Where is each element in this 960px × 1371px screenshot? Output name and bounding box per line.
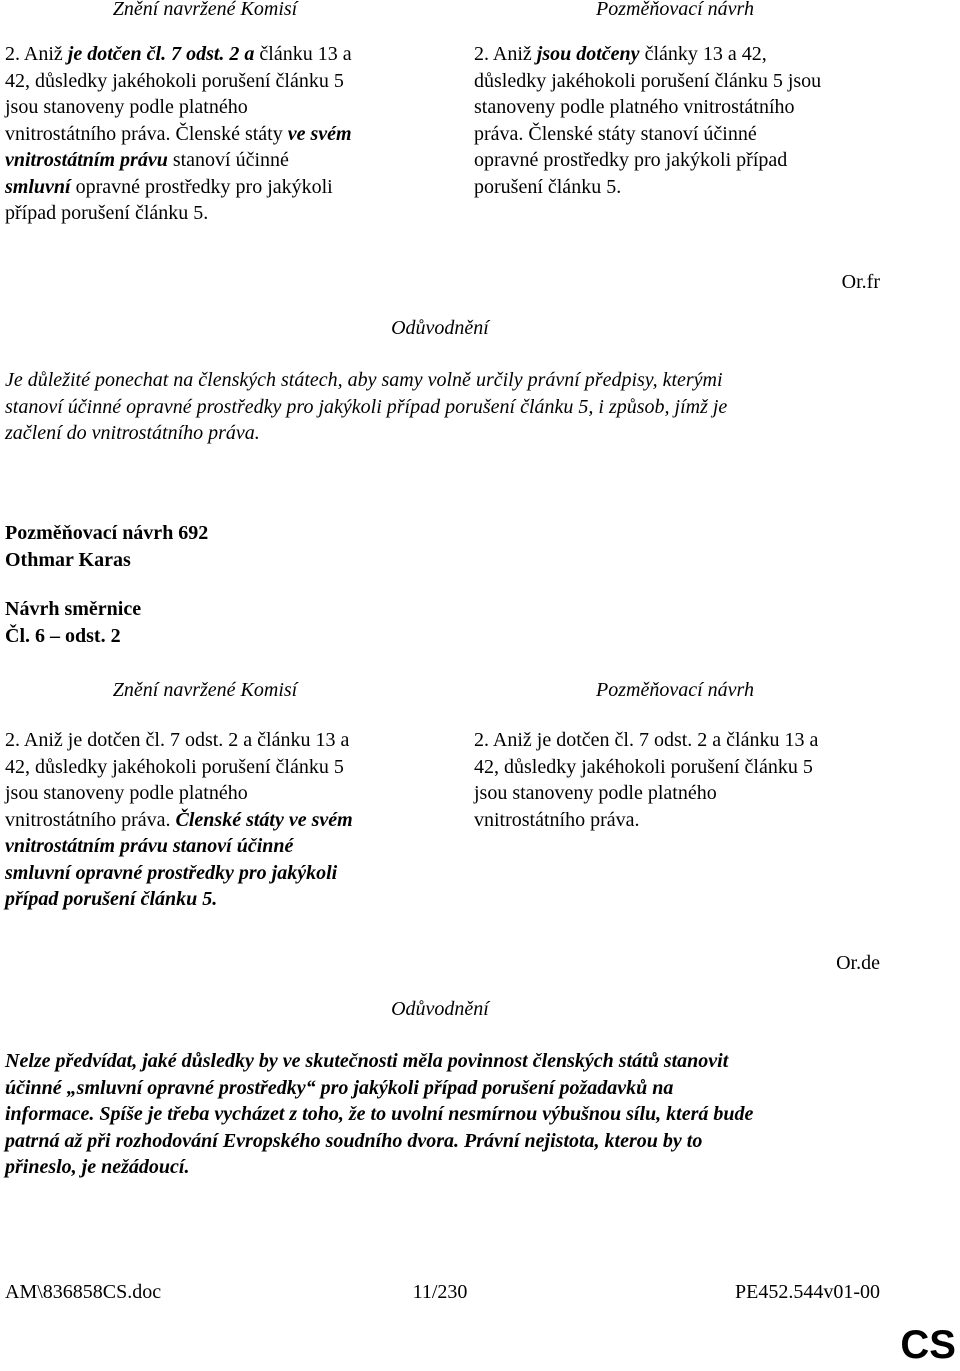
text-line: stanoveny podle platného vnitrostátního — [474, 96, 795, 118]
text-run: článku 13 a — [254, 43, 352, 65]
inserted-text: vnitrostátním právu — [5, 149, 168, 171]
text-line: vnitrostátního práva. — [474, 808, 640, 831]
text-line: 42, důsledky jakéhokoli porušení článku 5 — [474, 755, 813, 778]
text-line: opravné prostředky pro jakýkoli případ — [474, 149, 788, 171]
deleted-text: smluvní opravné prostředky pro jakýkoli — [5, 861, 338, 884]
text-line: jsou stanoveny podle platného — [474, 782, 717, 804]
amendment-author: Othmar Karas — [5, 549, 131, 571]
text-line: Je důležité ponechat na členských státech, aby samy volně určily právní předpisy, kterými — [5, 369, 723, 391]
text-line: patrná až při rozhodování Evropského soudního dvora. Právní nejistota, kterou by to — [5, 1129, 703, 1152]
text-run: vnitrostátního práva. Členské státy — [5, 122, 288, 145]
text-run: vnitrostátního práva. — [5, 808, 176, 831]
text-line: důsledky jakéhokoli porušení článku 5 jsou — [474, 69, 822, 92]
origin-label: Or. — [841, 271, 867, 293]
deleted-text: vnitrostátním právu stanoví účinné — [5, 835, 294, 857]
text-line: případ porušení článku 5. — [5, 202, 209, 224]
text-line: jsou stanoveny podle platného — [5, 782, 248, 804]
text-line: začlení do vnitrostátního práva. — [5, 422, 260, 444]
block2-justification-title: Odůvodnění — [391, 998, 489, 1020]
inserted-text: ve svém — [287, 122, 352, 145]
text-run: články 13 a 42, — [639, 43, 767, 65]
text-line: jsou stanoveny podle platného — [5, 96, 248, 118]
block1-justification — [5, 367, 925, 447]
block1-origin — [830, 270, 880, 294]
text-line: 42, důsledky jakéhokoli porušení článku 5 — [5, 755, 344, 778]
origin-language: de — [861, 952, 880, 974]
text-line: porušení článku 5. — [474, 175, 622, 198]
origin-label: Or. — [836, 952, 862, 974]
proposal-title: Návrh směrnice — [5, 598, 142, 620]
inserted-text: je dotčen čl. 7 odst. 2 a — [67, 43, 255, 65]
footer-page-number: 11/230 — [412, 1281, 468, 1303]
text-line: 2. Aniž je dotčen čl. 7 odst. 2 a článku 13 a — [474, 729, 819, 751]
block2-right-header: Pozměňovací návrh — [596, 679, 754, 701]
block2-left-header: Znění navržené Komisí — [112, 679, 298, 701]
text-line: 42, důsledky jakéhokoli porušení článku 5 — [5, 69, 344, 92]
block1-right-text — [474, 41, 914, 200]
block2-right-text — [474, 727, 914, 833]
block2-origin — [820, 951, 880, 975]
footer-pe-ref: PE452.544v01-00 — [735, 1281, 880, 1303]
footer-language-code: CS — [900, 1323, 956, 1367]
inserted-text: smluvní — [5, 175, 71, 198]
text-line: přineslo, je nežádoucí. — [5, 1156, 190, 1178]
deleted-text: Členské státy ve svém — [175, 808, 353, 831]
text-line: stanoví účinné opravné prostředky pro jakýkoli případ porušení článku 5, i způsob, jímž je — [5, 395, 728, 418]
amendment-number: Pozměňovací návrh 692 — [5, 522, 209, 544]
text-line: práva. Členské státy stanoví účinné — [474, 122, 757, 145]
origin-language: fr — [866, 271, 880, 293]
block1-left-text — [5, 41, 425, 227]
block1-left-header: Znění navržené Komisí — [112, 0, 298, 20]
footer-doc-ref: AM\836858CS.doc — [5, 1281, 162, 1303]
text-run: opravné prostředky pro jakýkoli — [70, 175, 333, 198]
text-run: stanoví účinné — [167, 149, 289, 171]
text-run: 2. Aniž — [474, 43, 537, 65]
text-line: Nelze předvídat, jaké důsledky by ve skutečnosti měla povinnost členských států stanovit — [5, 1050, 729, 1072]
article-reference: Čl. 6 – odst. 2 — [5, 625, 121, 647]
text-line: informace. Spíše je třeba vycházet z toho, že to uvolní nesmírnou výbušnou sílu, která bude — [5, 1103, 754, 1125]
block1-justification-title: Odůvodnění — [391, 317, 489, 339]
inserted-text: jsou dotčeny — [536, 43, 640, 65]
text-line: 2. Aniž je dotčen čl. 7 odst. 2 a článku 13 a — [5, 729, 350, 751]
text-line: účinné „smluvní opravné prostředky“ pro jakýkoli případ porušení požadavků na — [5, 1076, 674, 1099]
text-run: 2. Aniž — [5, 43, 68, 65]
block2-justification — [5, 1048, 925, 1181]
deleted-text: případ porušení článku 5. — [5, 888, 218, 910]
block2-left-text — [5, 727, 425, 913]
block1-right-header: Pozměňovací návrh — [596, 0, 754, 20]
